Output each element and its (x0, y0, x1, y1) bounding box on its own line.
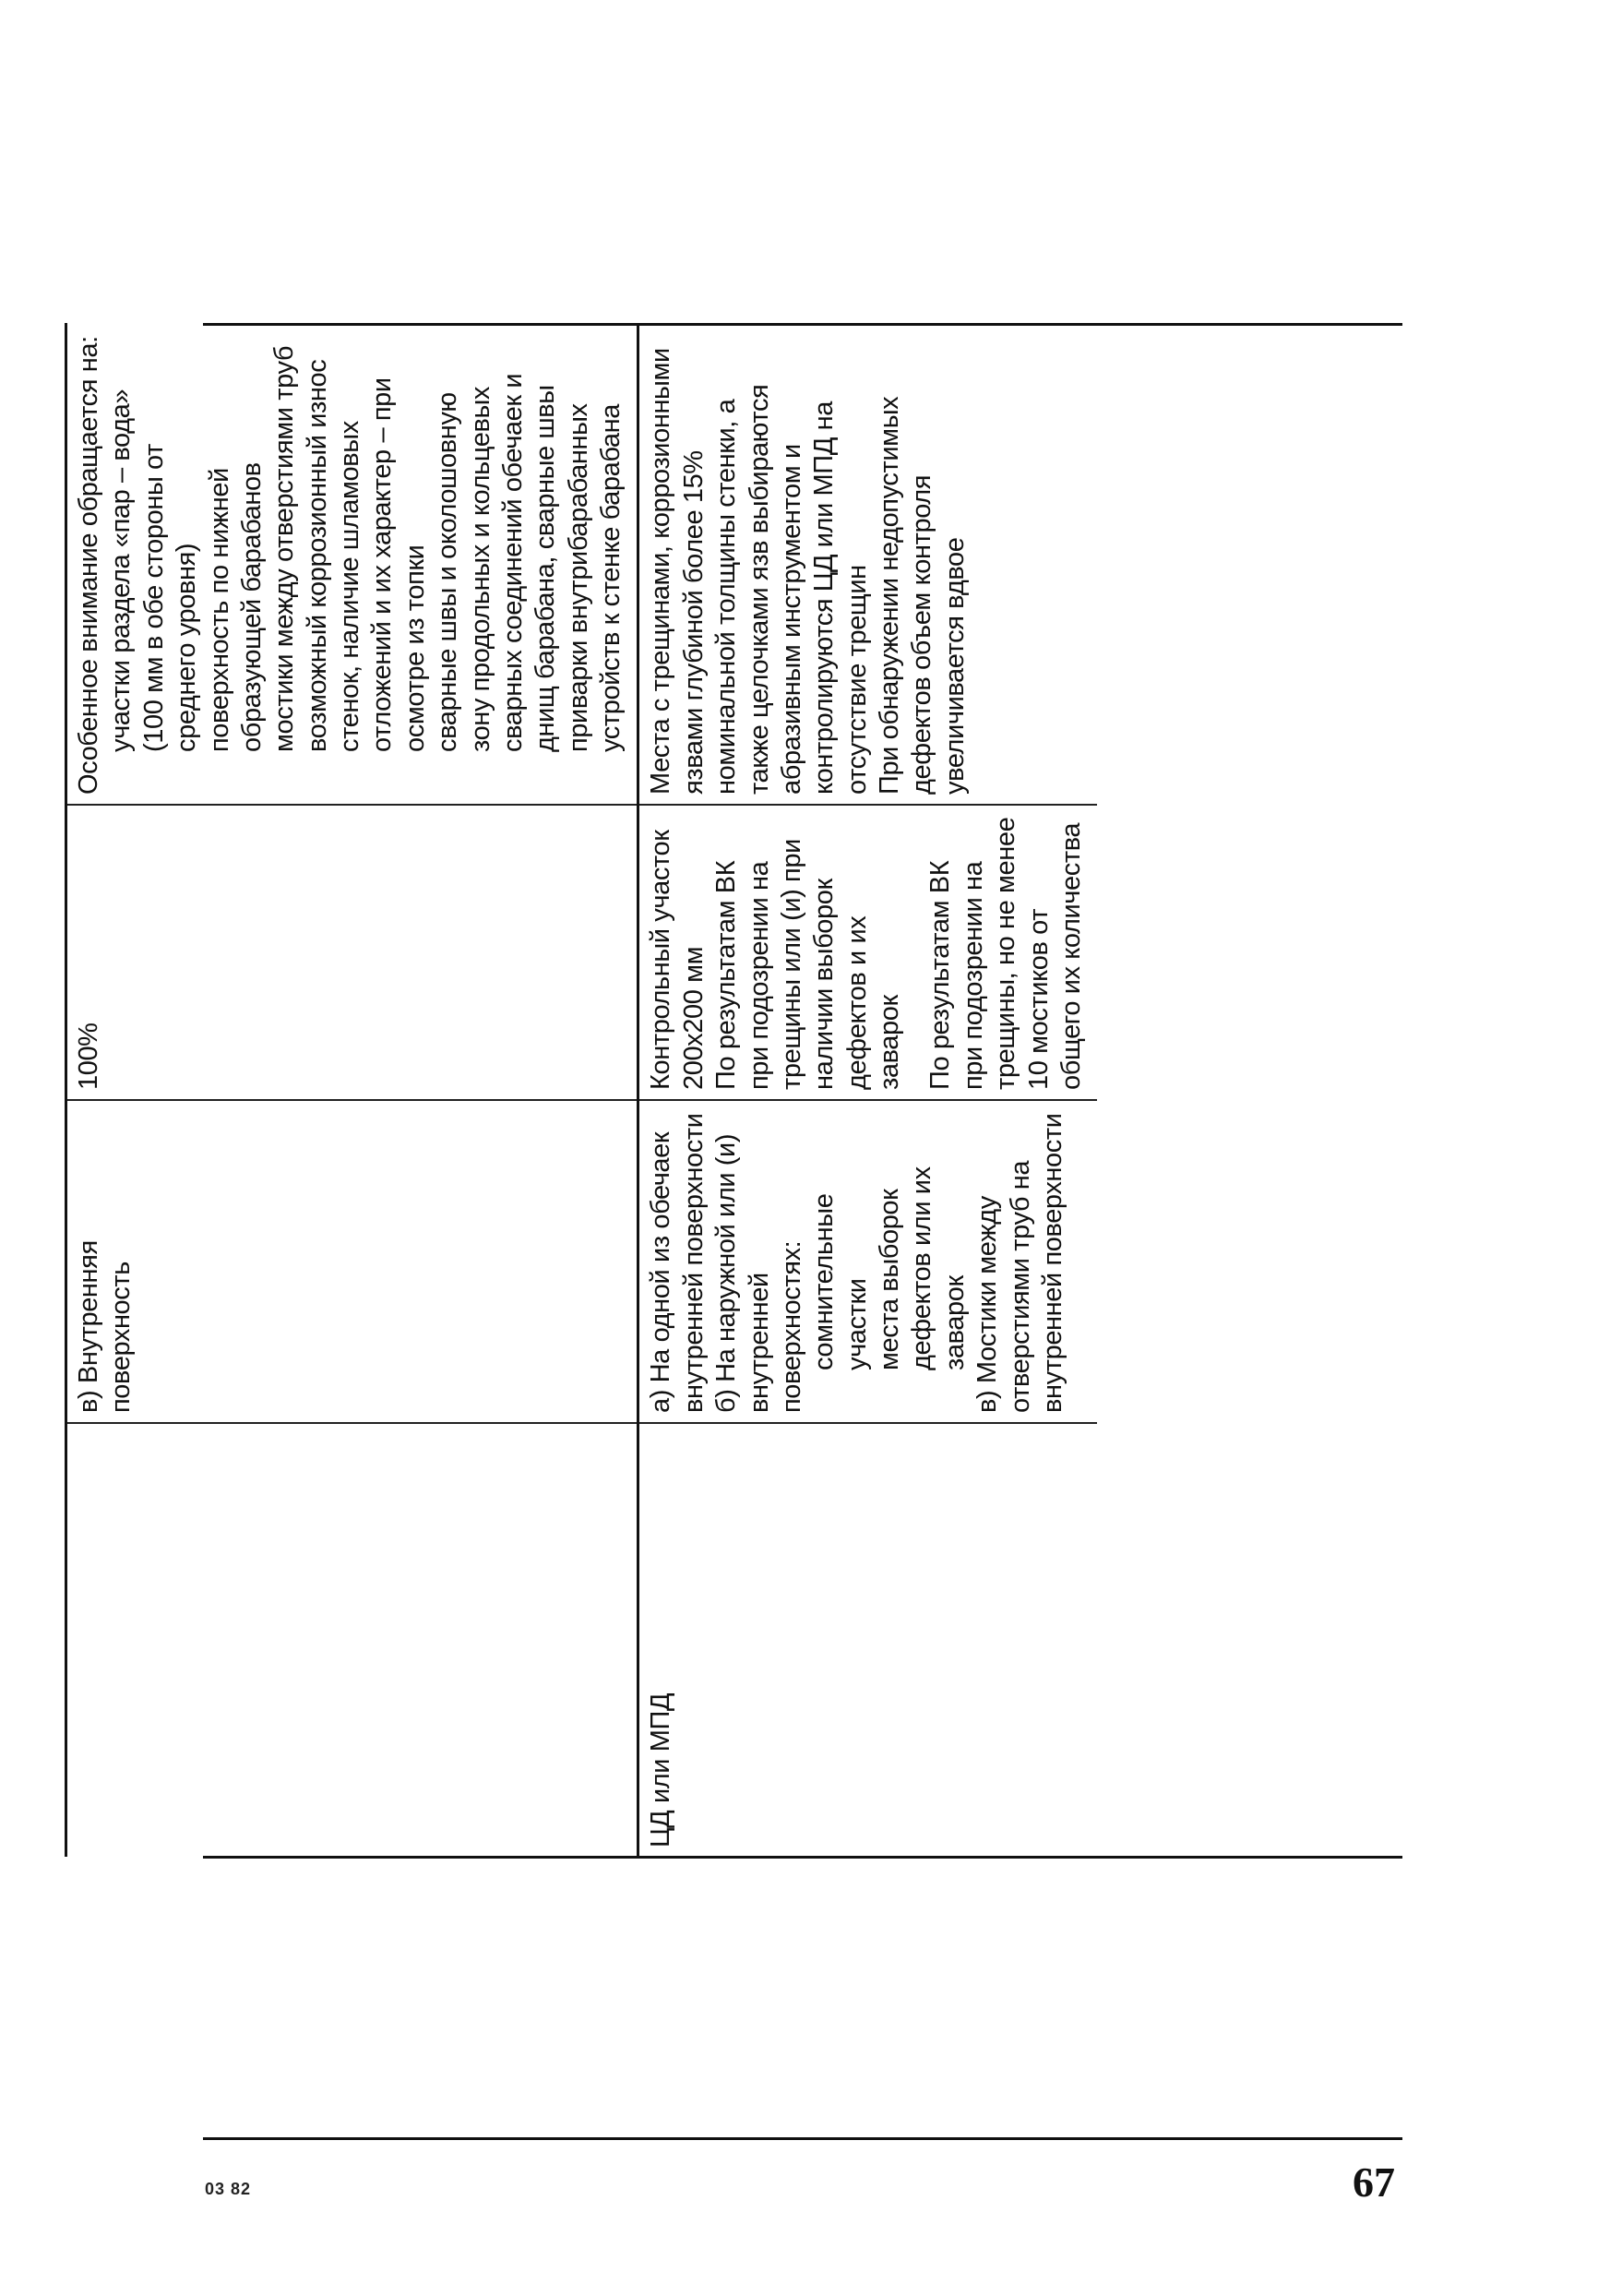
notes-item: поверхность по нижней образующей барабанов (204, 462, 267, 752)
inspection-table (65, 323, 1097, 1857)
notes-intro: Особенное внимание обращается на: (74, 336, 103, 795)
volume-cell-100 (66, 805, 638, 1100)
table-row-inner-surface (66, 323, 638, 1857)
method-cd-text: ЦД или МПД (646, 1692, 676, 1848)
object-inner-surface-text: в) Внутренняя поверхность (74, 1240, 137, 1413)
notes-cell-cd-group (638, 323, 1097, 805)
object-item-b-sub: сомнительные участки (809, 1193, 872, 1370)
volume-item-a: Контрольный участок 200х200 мм (646, 830, 709, 1090)
notes-paragraph-2: При обнаружении недопустимых дефектов объем контроля увеличивается вдвое (875, 396, 970, 795)
method-cell-empty (66, 1423, 638, 1857)
page-bottom-rule (203, 2137, 1402, 2140)
footer-code: 03 82 (205, 2180, 252, 2198)
method-cell-cd (638, 1423, 1097, 1857)
volume-item-c: По результатам ВК при подозрении на трещины, но не менее 10 мостиков от общего их количества (925, 817, 1086, 1090)
object-cell-cd-group (638, 1100, 1097, 1423)
notes-item: мостики между отверстиями труб (269, 345, 300, 752)
object-cell-inner-surface (66, 1100, 638, 1423)
notes-paragraph-1: Места с трещинами, коррозионными язвами глубиной более 15% номинальной толщины стенки, а также целочками язв выбираются абразивным инструментом и контролируются ЦД или МПД на отсутствие трещин (646, 348, 872, 795)
notes-cell-inner-surface (66, 323, 638, 805)
volume-100-text: 100% (74, 1022, 103, 1090)
object-item-b-sub: места выборок дефектов или их заварок (875, 1166, 970, 1370)
notes-item: сварные швы и околошовную зону продольных и кольцевых сварных соединений обечаек и днищ барабана, сварные швы приварки внутрибарабанных устройств к стенке барабана (433, 373, 626, 752)
rotated-table-block (65, 323, 1264, 1857)
notes-item: участки раздела «пар – вода» (100 мм в обе стороны от среднего уровня) (106, 389, 202, 752)
notes-item: возможный коррозионный износ стенок, наличие шламовых отложений и их характер – при осмотре из топки (302, 359, 430, 752)
object-item-a: а) На одной из обечаек внутренней поверхности (646, 1113, 709, 1413)
volume-item-b: По результатам ВК при подозрении на трещины или (и) при наличии выборок дефектов и их заварок (711, 839, 904, 1090)
volume-cell-cd-group (638, 805, 1097, 1100)
page-number: 67 (1353, 2158, 1395, 2206)
object-item-c: в) Мостики между отверстиями труб на внутренней поверхности (972, 1113, 1067, 1413)
object-item-b-intro: б) На наружной или (и) внутренней поверхностях: (711, 1133, 806, 1413)
table-row-cd-group (638, 323, 1097, 1857)
